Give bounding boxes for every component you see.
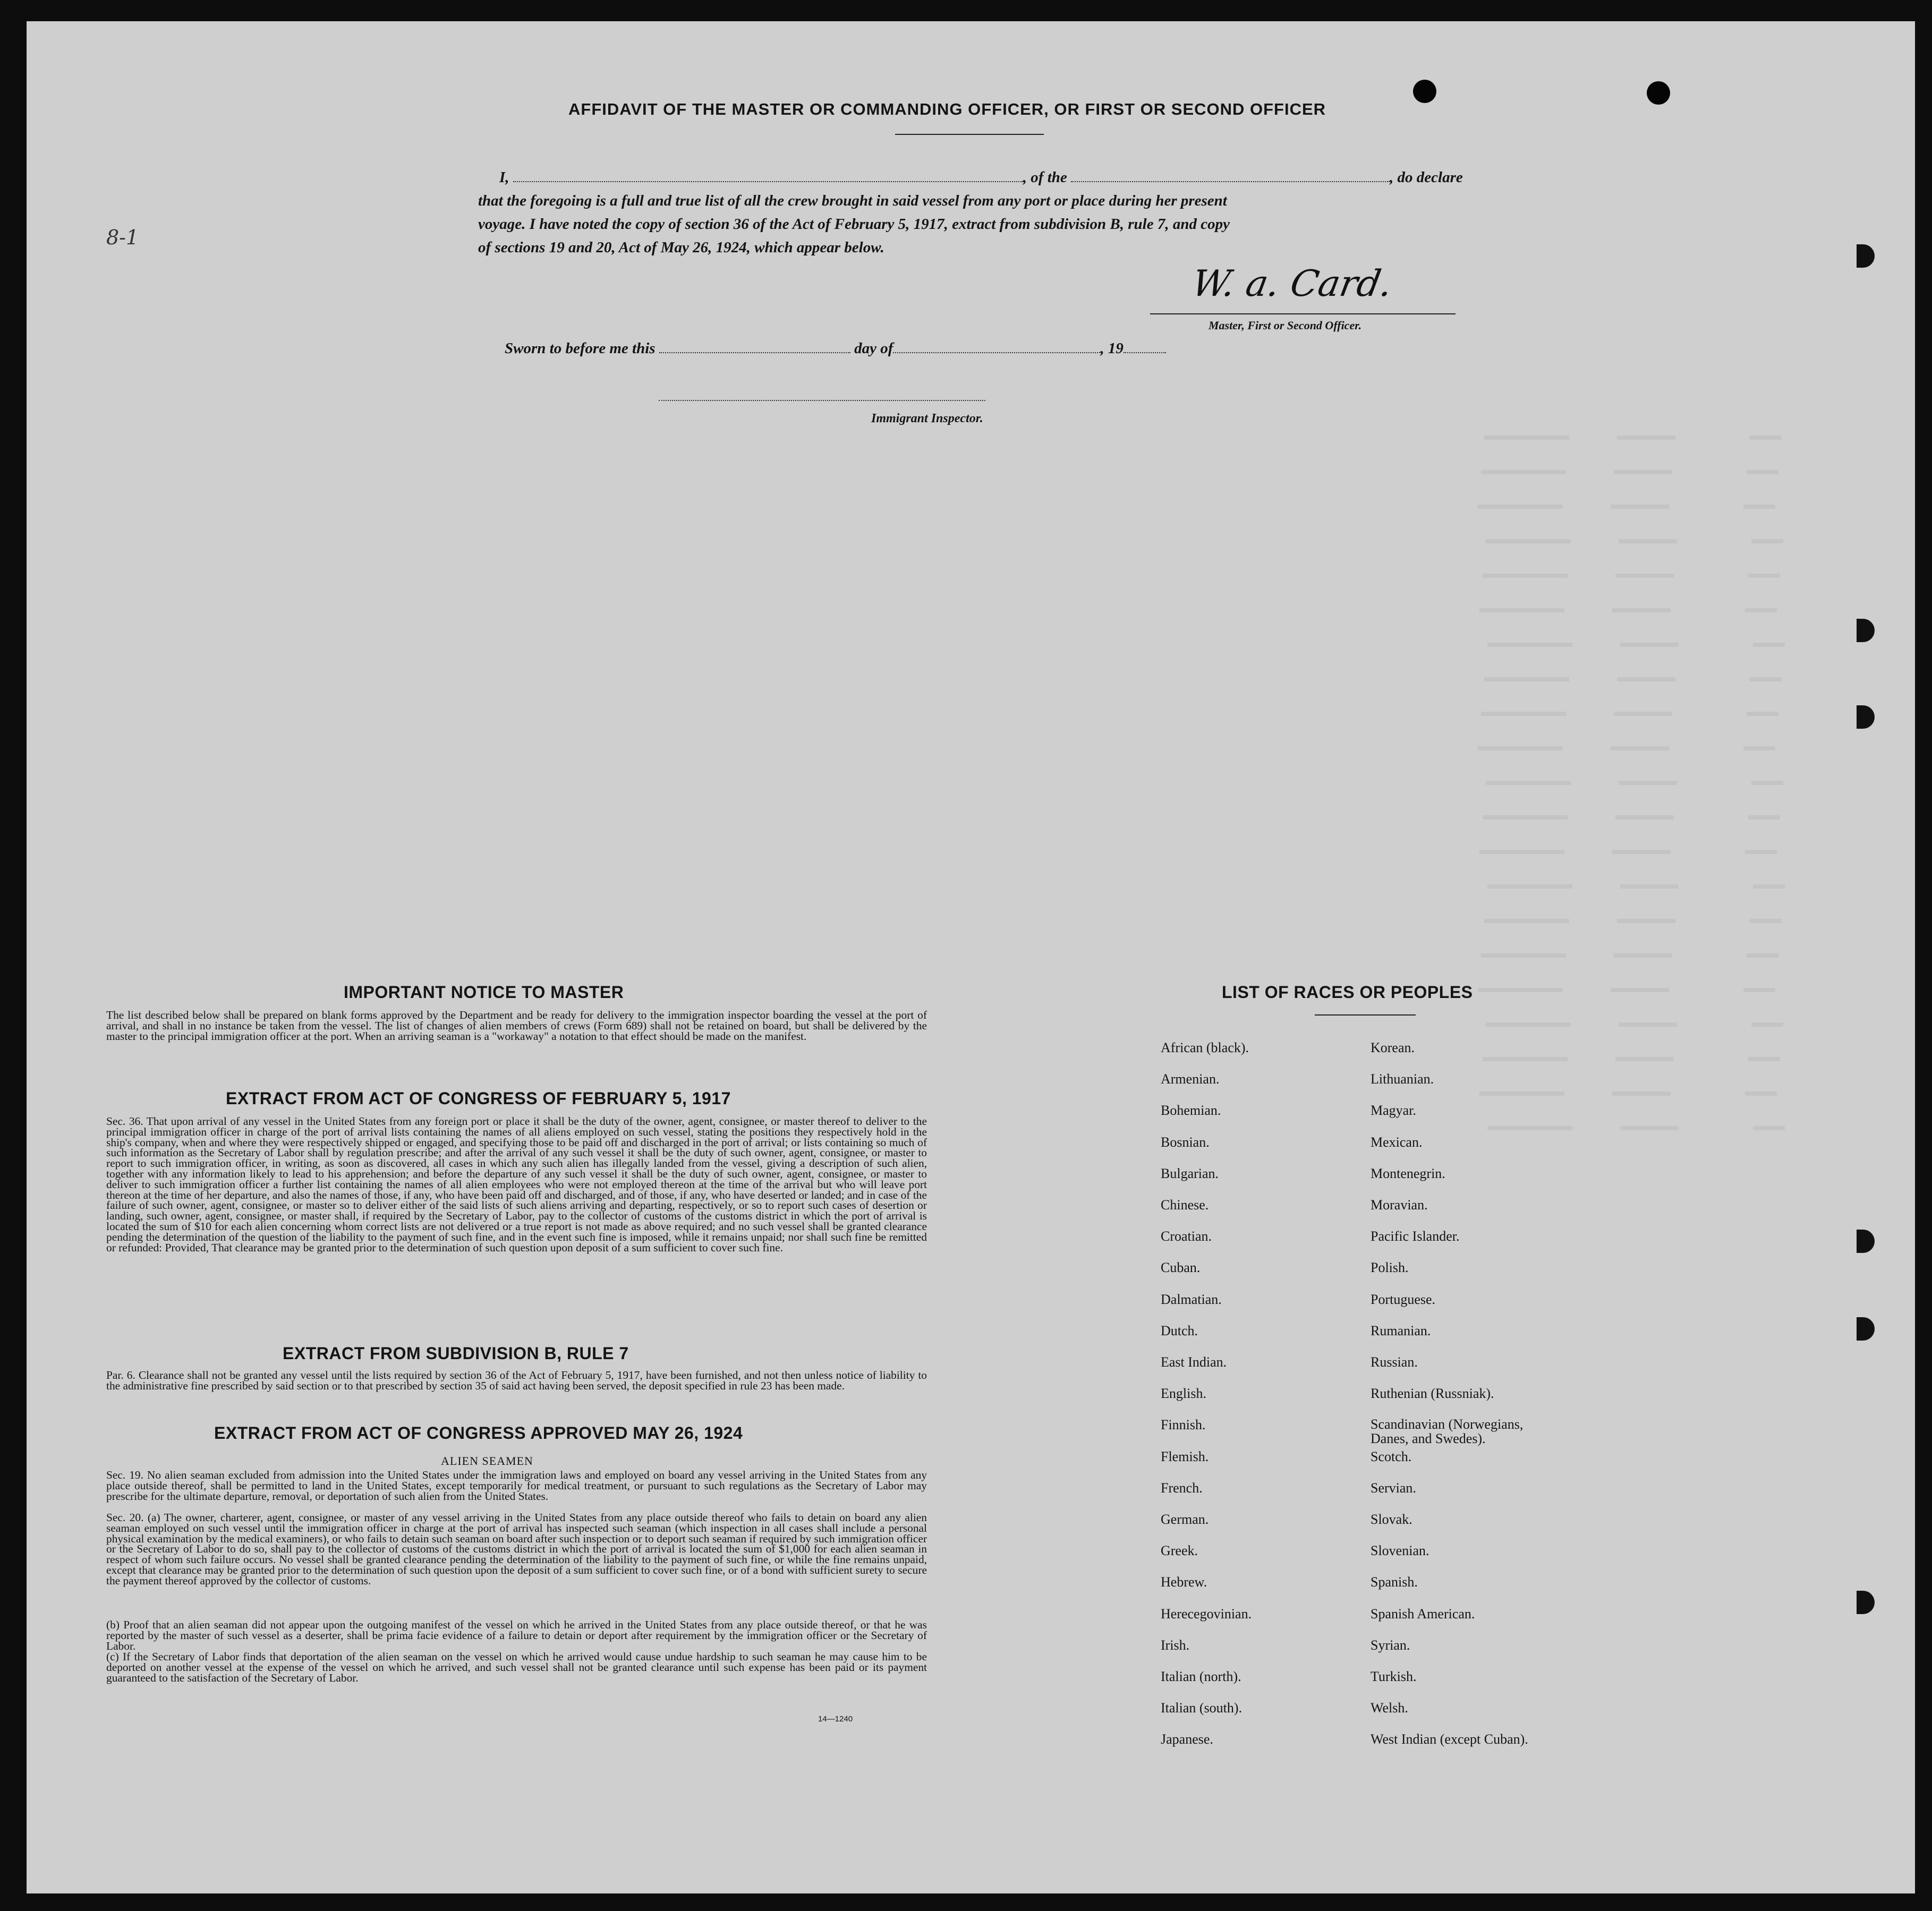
extract-rule7-title: EXTRACT FROM SUBDIVISION B, RULE 7 [283,1344,629,1363]
race-item: Slovenian. [1371,1543,1429,1559]
bleed-through-mark [1753,1126,1785,1130]
bleed-through-mark [1478,746,1563,750]
bleed-through-mark [1483,1057,1568,1061]
bleed-through-mark [1478,505,1563,509]
bleed-through-mark [1483,815,1568,820]
race-item: Scandinavian (Norwegians, Danes, and Swedes). [1371,1417,1524,1447]
punch-hole [1857,705,1875,729]
bleed-through-mark [1620,643,1679,647]
sworn-year: , 19 [1100,340,1124,357]
race-item: Flemish. [1161,1448,1209,1464]
bleed-through-mark [1743,746,1775,750]
bleed-through-mark [1743,988,1775,992]
bleed-through-mark [1611,746,1669,750]
alien-seamen-subtitle: ALIEN SEAMEN [441,1454,533,1468]
bleed-through-mark [1486,539,1571,543]
bleed-through-mark [1486,781,1571,785]
race-item: Montenegrin. [1371,1165,1445,1181]
punch-hole [1857,619,1875,642]
affidavit-line-4: of sections 19 and 20, Act of May 26, 1924, which appear below. [478,239,884,256]
bleed-through-mark [1751,781,1783,785]
bleed-through-mark [1743,505,1775,509]
bleed-through-mark [1620,884,1679,889]
affidavit-title: AFFIDAVIT OF THE MASTER OR COMMANDING OFFICER, OR FIRST OR SECOND OFFICER [568,100,1326,118]
bleed-through-mark [1751,539,1783,543]
sworn-day-field[interactable] [659,352,850,353]
race-item: Spanish. [1371,1574,1418,1590]
race-item: German. [1161,1512,1209,1527]
punch-hole [1857,1591,1875,1614]
race-item: Bohemian. [1161,1103,1221,1119]
bleed-through-mark [1479,1091,1564,1096]
bleed-through-mark [1484,919,1569,923]
bleed-through-mark [1619,781,1677,785]
declarant-name-field[interactable] [513,181,1023,182]
notice-text: The list described below shall be prepared on blank forms approved by the Department and be ready for delivery to the immigration inspector boarding the vessel at the port of arrival, and shall in no instance be taken from the vessel. The list of changes of alien members of crews (Form 689) shall not be retained on board, but shall be delivered by the master to the principal immigration officer at the port. When an arriving seaman is a "workaway" a notation to that effect should be made on the manifest. [106,1009,927,1043]
sec20c-text: (c) If the Secretary of Labor finds that deportation of the alien seaman on the vessel on which he arrived would cause undue hardship to such seaman he may cause him to be deported on another vessel at the expense of the vessel on which he arrived, and such vessel shall not be granted clearance until such expense has been paid or its payment guaranteed to the satisfaction of the Secretary of Labor. [106,1650,927,1684]
bleed-through-mark [1487,1126,1572,1130]
sworn-prefix: Sworn to before me this [505,340,656,357]
bleed-through-mark [1750,677,1782,681]
punch-hole [1413,80,1436,103]
bleed-through-mark [1617,436,1675,440]
race-item: Armenian. [1161,1071,1220,1087]
bleed-through-mark [1620,1126,1679,1130]
bleed-through-mark [1750,919,1782,923]
vessel-name-field[interactable] [1071,181,1390,182]
bleed-through-mark [1612,608,1671,612]
bleed-through-mark [1479,850,1564,854]
bleed-through-mark [1745,608,1777,612]
bleed-through-mark [1614,712,1672,716]
race-item: Herecegovinian. [1161,1606,1252,1622]
handwritten-note: 8-1 [106,226,139,249]
race-item: Italian (north). [1161,1669,1241,1684]
extract-1924-title: EXTRACT FROM ACT OF CONGRESS APPROVED MAY 26, 1924 [214,1423,743,1443]
race-item: Servian. [1371,1480,1416,1496]
bleed-through-mark [1612,1091,1671,1096]
bleed-through-mark [1481,953,1566,958]
bleed-through-mark [1614,470,1672,474]
race-item: Russian. [1371,1354,1418,1370]
races-title-underline [1315,1014,1416,1016]
inspector-label: Immigrant Inspector. [871,412,983,425]
signature-label: Master, First or Second Officer. [1208,319,1362,332]
bleed-through-mark [1612,850,1671,854]
bleed-through-mark [1615,1057,1674,1061]
race-item: Finnish. [1161,1417,1206,1433]
master-signature: W. a. Card. [1189,263,1396,305]
sec20b-text: (b) Proof that an alien seaman did not appear upon the outgoing manifest of the vessel on which he arrived in the United States from any place outside thereof, or that he was reported by the master of such vessel as a deserter, shall be prima facie evidence of a failure to detain or deport after requirement by the immigration officer or the Secretary of Labor. [106,1618,927,1652]
bleed-through-mark [1748,815,1780,820]
race-item: Dutch. [1161,1323,1198,1338]
punch-hole [1647,81,1670,105]
race-item: Magyar. [1371,1103,1416,1119]
race-item: Irish. [1161,1637,1190,1653]
race-item: Moravian. [1371,1197,1428,1213]
race-item: Greek. [1161,1543,1198,1559]
bleed-through-mark [1753,643,1785,647]
sworn-year-field[interactable] [1124,352,1166,353]
bleed-through-mark [1614,953,1672,958]
affidavit-of-the: , of the [1023,169,1067,186]
race-item: Hebrew. [1161,1574,1207,1590]
bleed-through-mark [1619,539,1677,543]
bleed-through-mark [1611,505,1669,509]
bleed-through-mark [1745,1091,1777,1096]
race-item: Korean. [1371,1040,1415,1055]
race-item: Scotch. [1371,1448,1412,1464]
bleed-through-mark [1478,988,1563,992]
extract-rule7-text: Par. 6. Clearance shall not be granted any vessel until the lists required by section 36 of the Act of February 5, 1917, have been furnished, and not then unless notice of liability to the administrative fine prescribed by said section or to that prescribed by section 35 of said act having been served, the deposit specified in rule 23 has been made. [106,1369,927,1392]
sec19-text: Sec. 19. No alien seaman excluded from admission into the United States under the immigration laws and employed on board any vessel arriving in the United States from any place outside thereof, shall be permitted to land in the United States, except temporarily for medical treatment, or pursuant to such regulations as the Secretary of Labor may prescribe for the ultimate departure, removal, or deportation of such alien from the United States. [106,1469,927,1503]
affidavit-i: I, [499,169,509,186]
extract-1917-text: Sec. 36. That upon arrival of any vessel in the United States from any foreign port or place it shall be the duty of the owner, agent, consignee, or master thereof to deliver to the principal immigration officer in charge of the port of arrival lists containing the names of all aliens employed on such vessel, stating the positions they respectively hold in the ship's company, when and where they were respectively shipped or engaged, and specifying those to be paid off and discharged in the port of arrival; or lists containing so much of such information as the Secretary of Labor shall by regulation prescribe; and after the arrival of any such vessel it shall be the duty of such owner, agent, consignee, or master to report to such immigration officer, in writing, as soon as discovered, all cases in which any such alien has illegally landed from the vessel, giving a description of such alien, together with any information likely to lead to his apprehension; and before the departure of any such vessel it shall be the duty of such owner, agent, consignee, or master to deliver to such immigration officer a further list containing the names of all alien employees who were not employed thereon at the time of the arrival but who will leave port thereon at the time of her departure, and also the names of those, if any, who have been paid off and discharged, and of those, if any, who have deserted or landed; and in case of the failure of such owner, agent, consignee, or master so to deliver either of the said lists of such aliens arriving and departing, respectively, or so to report such cases of desertion or landing, such owner, agent, consignee, or master shall, if required by the Secretary of Labor, pay to the collector of customs of the customs district in which the port of arrival is located the sum of $10 for each alien concerning whom correct lists are not delivered or a true report is not made as above required; and no such vessel shall be granted clearance pending the determination of the question of the liability to the payment of such fine, and in the event such fine is imposed, while it remains unpaid; nor shall such fine be remitted or refunded: Provided, That clearance may be granted prior to the determination of such question upon deposit of a sum sufficient to cover such fine. [106,1115,927,1254]
race-item: Chinese. [1161,1197,1209,1213]
notice-title: IMPORTANT NOTICE TO MASTER [344,983,624,1002]
race-item: Japanese. [1161,1731,1213,1747]
race-item: West Indian (except Cuban). [1371,1731,1528,1747]
document-page [27,21,1915,1893]
race-item: Lithuanian. [1371,1071,1434,1087]
race-item: Syrian. [1371,1637,1410,1653]
sworn-day-of: day of [854,340,893,357]
bleed-through-mark [1479,608,1564,612]
bleed-through-mark [1484,677,1569,681]
bleed-through-mark [1747,470,1778,474]
bleed-through-mark [1619,1022,1677,1027]
bleed-through-mark [1484,436,1569,440]
inspector-signature-line [659,399,985,401]
race-item: Welsh. [1371,1700,1408,1716]
races-title: LIST OF RACES OR PEOPLES [1222,983,1473,1002]
race-item: Bosnian. [1161,1134,1210,1150]
bleed-through-mark [1751,1022,1783,1027]
title-underline [895,134,1044,135]
race-item: Portuguese. [1371,1291,1436,1307]
punch-hole [1857,1230,1875,1253]
race-item: Ruthenian (Russniak). [1371,1386,1494,1402]
extract-1917-title: EXTRACT FROM ACT OF CONGRESS OF FEBRUARY 5, 1917 [226,1089,731,1108]
affidavit-line-2: that the foregoing is a full and true list of all the crew brought in said vessel from any port or place during her present [478,192,1227,209]
race-item: Rumanian. [1371,1323,1431,1338]
race-item: Slovak. [1371,1512,1412,1527]
race-item: Croatian. [1161,1228,1212,1244]
race-item: Spanish American. [1371,1606,1475,1622]
race-item: Mexican. [1371,1134,1423,1150]
bleed-through-mark [1617,677,1675,681]
race-item: Polish. [1371,1260,1409,1276]
race-item: Dalmatian. [1161,1291,1222,1307]
race-item: Bulgarian. [1161,1165,1219,1181]
race-item: English. [1161,1386,1206,1402]
race-item: African (black). [1161,1040,1249,1055]
form-number: 14—1240 [818,1714,853,1724]
race-item: East Indian. [1161,1354,1227,1370]
bleed-through-mark [1483,574,1568,578]
race-item: French. [1161,1480,1203,1496]
bleed-through-mark [1615,815,1674,820]
race-item: Cuban. [1161,1260,1201,1276]
bleed-through-mark [1750,436,1782,440]
bleed-through-mark [1611,988,1669,992]
bleed-through-mark [1745,850,1777,854]
sec20a-text: Sec. 20. (a) The owner, charterer, agent, consignee, or master of any vessel arriving in the United States from any place outside thereof who fails to detain on board any alien seaman employed on such vessel until the immigration officer in charge at the port of arrival has inspected such seaman (which inspection in all cases shall include a personal physical examination by the medical examiners), or who fails to detain such seaman on board after such inspection or to deport such seaman if required by such immigration officer or the Secretary of Labor to do so, shall pay to the collector of customs of the customs district in which the port of arrival is located the sum of $1,000 for each alien seaman in respect of whom such failure occurs. No vessel shall be granted clearance pending the determination of the liability to the payment of such fine, or while the fine remains unpaid, except that clearance may be granted prior to the determination of such question upon the deposit of a sum sufficient to cover such fine, or of a bond with sufficient surety to secure the payment thereof approved by the collector of customs. [106,1511,927,1587]
signature-line [1150,313,1456,314]
bleed-through-mark [1753,884,1785,889]
bleed-through-mark [1487,643,1572,647]
bleed-through-mark [1615,574,1674,578]
affidavit-line-3: voyage. I have noted the copy of section 36 of the Act of February 5, 1917, extract from subdivision B, rule 7, and copy [478,216,1230,233]
sworn-month-field[interactable] [893,352,1100,353]
bleed-through-mark [1481,712,1566,716]
race-item: Italian (south). [1161,1700,1242,1716]
sworn-line [505,340,1166,357]
bleed-through-mark [1486,1022,1571,1027]
race-item: Pacific Islander. [1371,1228,1460,1244]
punch-hole [1857,1317,1875,1341]
punch-hole [1857,244,1875,268]
affidavit-do-declare: , do declare [1390,169,1463,186]
bleed-through-mark [1747,712,1778,716]
bleed-through-mark [1748,1057,1780,1061]
bleed-through-mark [1748,574,1780,578]
affidavit-line-1 [499,169,1463,186]
bleed-through-mark [1481,470,1566,474]
bleed-through-mark [1617,919,1675,923]
bleed-through-mark [1747,953,1778,958]
bleed-through-mark [1487,884,1572,889]
race-item: Turkish. [1371,1669,1417,1684]
